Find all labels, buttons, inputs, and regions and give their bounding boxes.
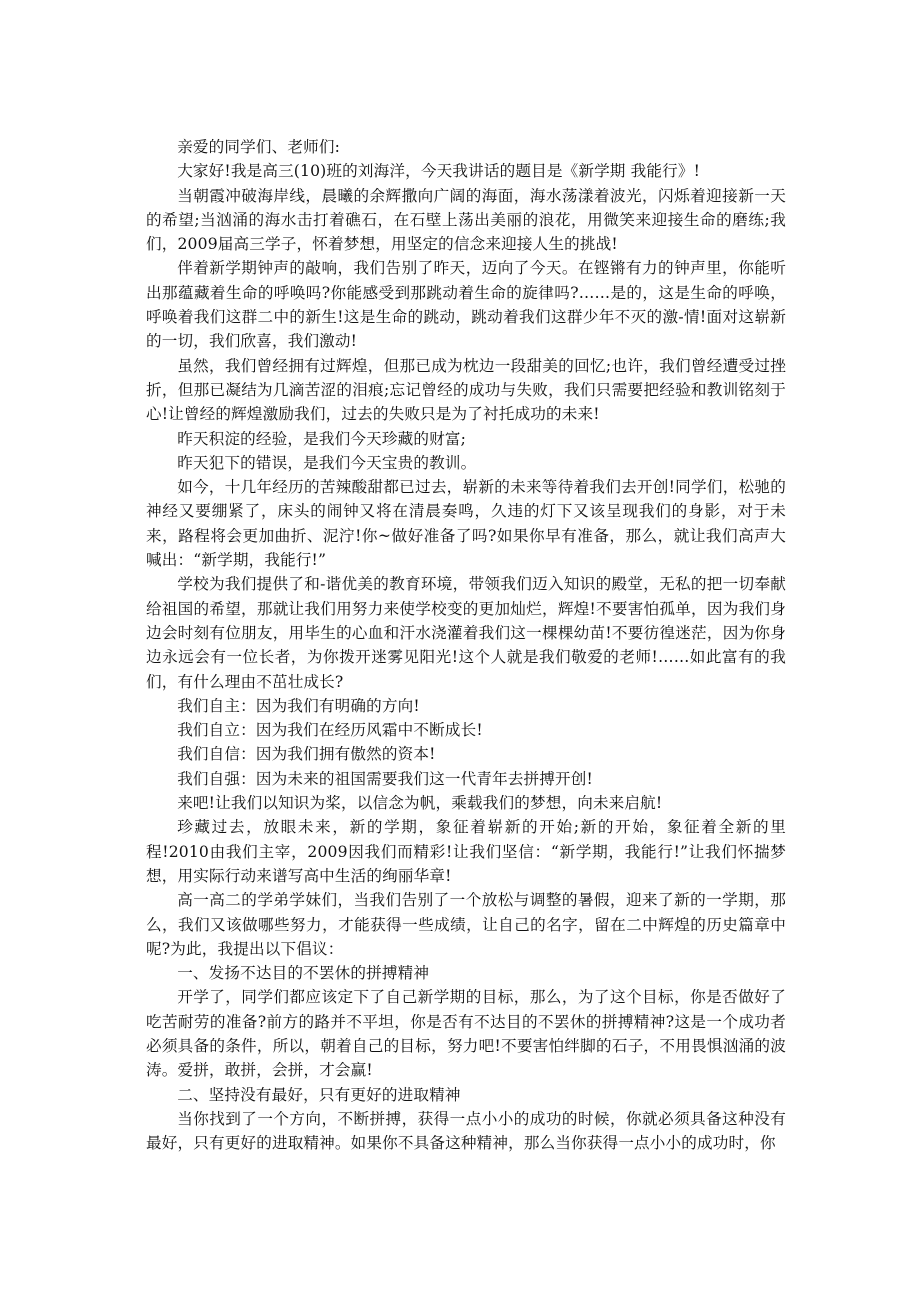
paragraph: 我们自主：因为我们有明确的方向! [177, 696, 420, 715]
paragraph: 开学了，同学们都应该定下了自己新学期的目标，那么，为了这个目标，你是否做好了吃苦耐劳的准备?前方的路并不平坦，你是否有不达目的不罢休的拼搏精神?这是一个成功者必须具备的条件，所以，朝着自己的目标，努力吧!不要害怕绊脚的石子，不用畏惧汹涌的波涛。爱拼，敢拼，会拼，才会赢! [146, 988, 786, 1080]
document-body [146, 135, 786, 1155]
paragraph: 我们自立：因为我们在经历风霜中不断成长! [177, 721, 483, 740]
paragraph: 昨天犯下的错误，是我们今天宝贵的教训。 [177, 453, 477, 472]
paragraph: 昨天积淀的经验，是我们今天珍藏的财富; [177, 429, 466, 448]
paragraph: 来吧!让我们以知识为桨，以信念为帆，乘载我们的梦想，向未来启航! [177, 794, 663, 813]
paragraph: 虽然，我们曾经拥有过辉煌，但那已成为枕边一段甜美的回忆;也许，我们曾经遭受过挫折，但那已凝结为几滴苦涩的泪痕;忘记曾经的成功与失败，我们只需要把经验和教训铭刻于心!让曾经的辉煌激励我们，过去的失败只是为了衬托成功的未来! [146, 356, 786, 424]
paragraph: 我们自信：因为我们拥有傲然的资本! [177, 745, 436, 764]
paragraph: 当朝霞冲破海岸线，晨曦的余辉撒向广阔的海面，海水荡漾着波光，闪烁着迎接新一天的希望;当汹涌的海水击打着礁石，在石壁上荡出美丽的浪花，用微笑来迎接生命的磨练;我们，2009届高三学子，怀着梦想，用坚定的信念来迎接人生的挑战! [146, 186, 786, 254]
paragraph: 我们自强：因为未来的祖国需要我们这一代青年去拼搏开创! [177, 769, 593, 788]
paragraph: 学校为我们提供了和-谐优美的教育环境，带领我们迈入知识的殿堂，无私的把一切奉献给祖国的希望，那就让我们用努力来使学校变的更加灿烂，辉煌!不要害怕孤单，因为我们身边会时刻有位朋友，用毕生的心血和汗水浇灌着我们这一棵棵幼苗!不要彷徨迷茫，因为你身边永远会有一位长者，为你拨开迷雾见阳光!这个人就是我们敬爱的老师!……如此富有的我们，有什么理由不茁壮成长? [146, 575, 786, 691]
paragraph: 如今，十几年经历的苦辣酸甜都已过去，崭新的未来等待着我们去开创!同学们，松驰的神经又要绷紧了，床头的闹钟又将在清晨奏鸣，久违的灯下又该呈现我们的身影，对于未来，路程将会更加曲折、泥泞!你~做好准备了吗?如果你早有准备，那么，就让我们高声大喊出：“新学期，我能行!” [146, 478, 786, 570]
section-heading: 一、发扬不达目的不罢休的拼搏精神 [177, 964, 430, 983]
paragraph: 大家好!我是高三(10)班的刘海洋，今天我讲话的题目是《新学期 我能行》! [177, 162, 701, 181]
paragraph: 当你找到了一个方向，不断拼搏，获得一点小小的成功的时候，你就必须具备这种没有最好，只有更好的进取精神。如果你不具备这种精神，那么当你获得一点小小的成功时，你 [146, 1109, 786, 1153]
paragraph: 高一高二的学弟学妹们，当我们告别了一个放松与调整的暑假，迎来了新的一学期，那么，我们又该做哪些努力，才能获得一些成绩，让自己的名字，留在二中辉煌的历史篇章中呢?为此，我提出以下倡议： [146, 891, 786, 958]
paragraph: 伴着新学期钟声的敲响，我们告别了昨天，迈向了今天。在铿锵有力的钟声里，你能听出那蕴藏着生命的呼唤吗?你能感受到那跳动着生命的旋律吗?……是的，这是生命的呼唤，呼唤着我们这群二中的新生!这是生命的跳动，跳动着我们这群少年不灭的激-情!面对这崭新的一切，我们欣喜，我们激动! [146, 259, 786, 351]
paragraph: 珍藏过去，放眼未来，新的学期，象征着崭新的开始;新的开始，象征着全新的里程!2010由我们主宰，2009因我们而精彩!让我们坚信：“新学期，我能行!”让我们怀揣梦想，用实际行动来谱写高中生活的绚丽华章! [146, 818, 786, 885]
section-heading: 二、坚持没有最好，只有更好的进取精神 [177, 1085, 461, 1104]
greeting-line: 亲爱的同学们、老师们: [177, 138, 341, 156]
